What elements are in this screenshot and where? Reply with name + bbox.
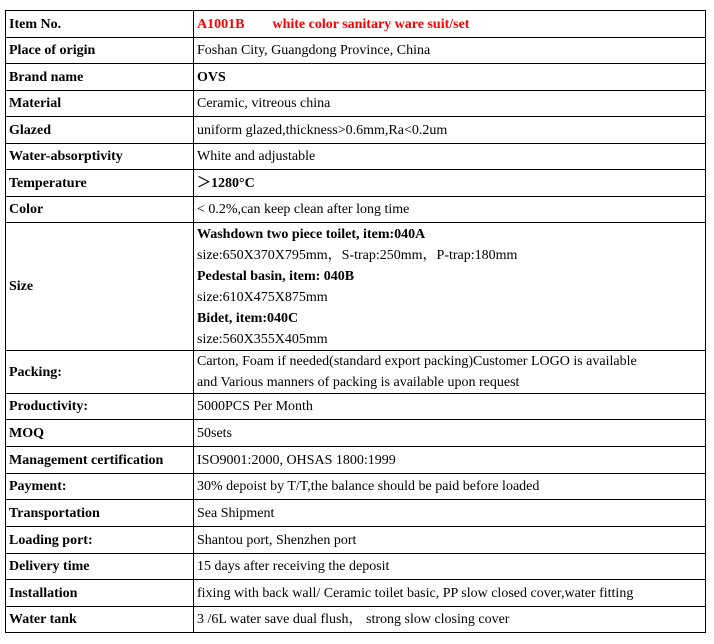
row-label: Loading port: [6, 527, 194, 554]
row-label: Water tank [6, 607, 194, 633]
row-value: 3 /6L water save dual flush， strong slow closing cover [194, 607, 706, 633]
table-row [6, 91, 706, 117]
row-label: Packing: [6, 351, 194, 394]
row-value: 5000PCS Per Month [194, 394, 706, 420]
table-row [6, 500, 706, 527]
size-item-title: Bidet, item:040C [197, 310, 299, 326]
size-item-title: Pedestal basin, item: 040B [197, 268, 355, 284]
row-label: Glazed [6, 117, 194, 144]
packing-line: Carton, Foam if needed(standard export packing)Customer LOGO is available [197, 354, 637, 369]
table-row [6, 527, 706, 554]
row-value: ＞1280°C [194, 170, 706, 197]
table-row [6, 11, 706, 38]
item-title: white color sanitary ware suit/set [272, 16, 470, 32]
row-label: Color [6, 197, 194, 223]
row-label: MOQ [6, 420, 194, 447]
table-row [6, 64, 706, 91]
row-label: Management certification [6, 447, 194, 474]
row-label: Temperature [6, 170, 194, 197]
table-row [6, 607, 706, 633]
table-row [6, 351, 706, 394]
row-label: Place of origin [6, 38, 194, 64]
row-label: Productivity: [6, 394, 194, 420]
row-label: Size [6, 223, 194, 351]
table-row [6, 474, 706, 500]
row-value: 30% depoist by T/T,the balance should be paid before loaded [194, 474, 706, 500]
row-value: 15 days after receiving the deposit [194, 554, 706, 580]
size-item-dims: size:560X355X405mm [197, 331, 328, 347]
row-value: < 0.2%,can keep clean after long time [194, 197, 706, 223]
row-value: fixing with back wall/ Ceramic toilet basic, PP slow closed cover,water fitting [194, 580, 706, 607]
row-value: Foshan City, Guangdong Province, China [194, 38, 706, 64]
row-value: OVS [194, 64, 706, 91]
size-item-dims: size:650X370X795mm，S-trap:250mm，P-trap:180mm [197, 247, 518, 263]
row-label: Installation [6, 580, 194, 607]
table-row [6, 394, 706, 420]
table-row [6, 420, 706, 447]
table-row [6, 170, 706, 197]
row-label: Brand name [6, 64, 194, 91]
item-no-value [194, 11, 706, 38]
row-value: White and adjustable [194, 144, 706, 170]
size-item-title: Washdown two piece toilet, item:040A [197, 226, 426, 242]
table-row [6, 144, 706, 170]
size-item-dims: size:610X475X875mm [197, 289, 328, 305]
row-label: Item No. [6, 11, 194, 38]
table-row [6, 554, 706, 580]
packing-line: and Various manners of packing is available upon request [197, 375, 520, 390]
row-value: uniform glazed,thickness>0.6mm,Ra<0.2um [194, 117, 706, 144]
row-value: 50sets [194, 420, 706, 447]
size-value [194, 223, 706, 351]
packing-value [194, 351, 706, 394]
row-value: Sea Shipment [194, 500, 706, 527]
item-code: A1001B [197, 16, 245, 32]
row-value: Shantou port, Shenzhen port [194, 527, 706, 554]
row-label: Payment: [6, 474, 194, 500]
row-value: ISO9001:2000, OHSAS 1800:1999 [194, 447, 706, 474]
table-row [6, 38, 706, 64]
table-row [6, 447, 706, 474]
spec-table [5, 10, 706, 633]
table-row [6, 223, 706, 351]
row-label: Delivery time [6, 554, 194, 580]
table-row [6, 197, 706, 223]
row-value: Ceramic, vitreous china [194, 91, 706, 117]
row-label: Transportation [6, 500, 194, 527]
table-row [6, 580, 706, 607]
table-row [6, 117, 706, 144]
row-label: Material [6, 91, 194, 117]
row-label: Water-absorptivity [6, 144, 194, 170]
